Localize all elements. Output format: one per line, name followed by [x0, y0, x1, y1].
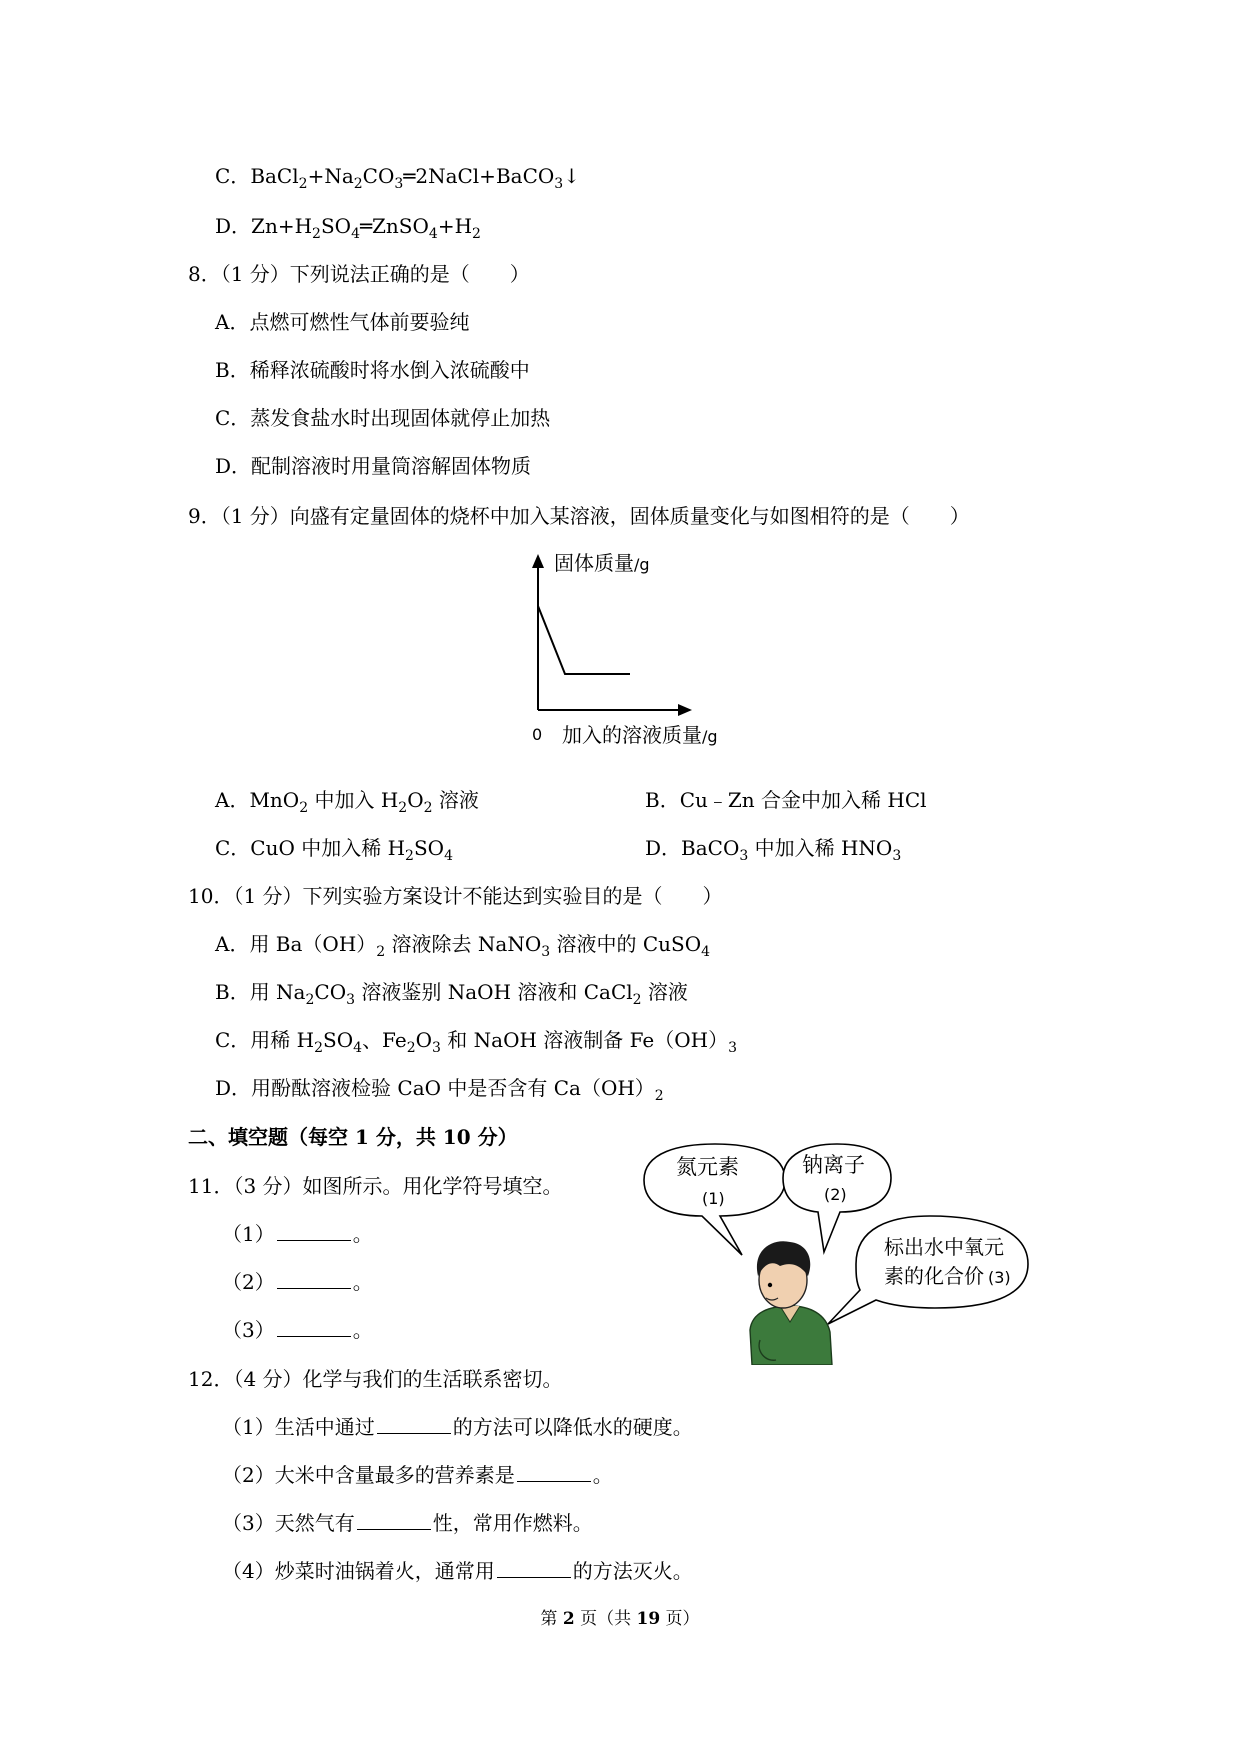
q8-option-b: B．稀释浓硫酸时将水倒入浓硫酸中: [215, 358, 530, 382]
bubble-nitrogen: [644, 1144, 785, 1255]
q9-option-c: C．CuO 中加入稀 $H_2SO_4$: [215, 836, 453, 864]
q11-item-3: （3） 。: [222, 1318, 373, 1342]
q8-option-d: D．配制溶液时用量筒溶解固体物质: [215, 454, 532, 478]
q11-illustration: [640, 1140, 1060, 1365]
q7-option-c: C．$BaCl_2+Na_2CO_3═2NaCl+BaCO_3↓$: [215, 164, 580, 192]
answer-blank[interactable]: [357, 1509, 431, 1530]
answer-blank[interactable]: [277, 1316, 351, 1337]
q11-item-1: （1） 。: [222, 1222, 373, 1246]
answer-blank[interactable]: [497, 1557, 571, 1578]
q10-option-c: C．用稀 $H_2SO_4$、$Fe_2O_3$ 和 NaOH 溶液制备 $Fe(OH)_3$: [215, 1028, 738, 1056]
section-title: 二、填空题（每空 1 分，共 10 分）: [188, 1125, 518, 1149]
y-axis-label: 固体质量/g: [554, 551, 650, 575]
q9-option-b: B．Cu﹣Zn 合金中加入稀 HCl: [645, 788, 927, 812]
svg-text:钠离子: 钠离子: [802, 1153, 865, 1177]
answer-blank[interactable]: [277, 1268, 351, 1289]
q9-option-d: D．BaCO$_3$ 中加入稀 $HNO_3$: [645, 836, 902, 864]
q10-stem: 10．（1 分）下列实验方案设计不能达到实验目的是（ ）: [188, 884, 723, 908]
q12-item-2: （2）大米中含量最多的营养素是 。: [222, 1463, 613, 1487]
q9-stem: 9．（1 分）向盛有定量固体的烧杯中加入某溶液，固体质量变化与如图相符的是（ ）: [188, 504, 970, 528]
q12-item-4: （4）炒菜时油锅着火，通常用 的方法灭火。: [222, 1559, 693, 1583]
q8-option-c: C．蒸发食盐水时出现固体就停止加热: [215, 406, 551, 430]
q9-option-a: A．MnO$_2$ 中加入 $H_2O_2$ 溶液: [215, 788, 479, 816]
svg-text:(2): (2): [824, 1185, 847, 1204]
boy-figure: [750, 1241, 832, 1365]
q9-graph: [520, 550, 750, 760]
q10-option-a: A．用 $Ba(OH)_2$ 溶液除去 NaNO$_3$ 溶液中的 CuSO$_4$: [215, 932, 711, 960]
y-axis-arrow: [532, 554, 544, 568]
q8-option-a: A．点燃可燃性气体前要验纯: [215, 310, 470, 334]
q7-option-d: D．$Zn+H_2SO_4═ZnSO_4+H_2$: [215, 214, 481, 242]
q8-stem: 8．（1 分）下列说法正确的是（ ）: [188, 262, 530, 286]
bubble-valence: [828, 1216, 1028, 1324]
x-axis-arrow: [678, 704, 692, 716]
q10-option-b: B．用 $Na_2CO_3$ 溶液鉴别 NaOH 溶液和 CaCl$_2$ 溶液: [215, 980, 688, 1008]
q12-item-3: （3）天然气有 性，常用作燃料。: [222, 1511, 593, 1535]
q11-stem: 11．（3 分）如图所示。用化学符号填空。: [188, 1174, 563, 1198]
svg-text:(1): (1): [702, 1189, 725, 1208]
answer-blank[interactable]: [277, 1220, 351, 1241]
q12-item-1: （1）生活中通过 的方法可以降低水的硬度。: [222, 1415, 693, 1439]
svg-text:氮元素: 氮元素: [676, 1155, 739, 1179]
answer-blank[interactable]: [517, 1461, 591, 1482]
answer-blank[interactable]: [377, 1413, 451, 1434]
svg-text:素的化合价: 素的化合价: [884, 1264, 984, 1288]
q11-item-2: （2） 。: [222, 1270, 373, 1294]
page-footer: 第 2 页（共 19 页）: [540, 1609, 700, 1629]
q12-stem: 12．（4 分）化学与我们的生活联系密切。: [188, 1367, 563, 1391]
origin-label: 0: [532, 725, 543, 744]
mass-curve: [538, 606, 630, 674]
q10-option-d: D．用酚酞溶液检验 CaO 中是否含有 $Ca(OH)_2$: [215, 1076, 664, 1104]
svg-text:(3): (3): [988, 1268, 1011, 1287]
svg-text:标出水中氧元: 标出水中氧元: [884, 1235, 1004, 1259]
x-axis-label: 加入的溶液质量/g: [562, 723, 718, 747]
